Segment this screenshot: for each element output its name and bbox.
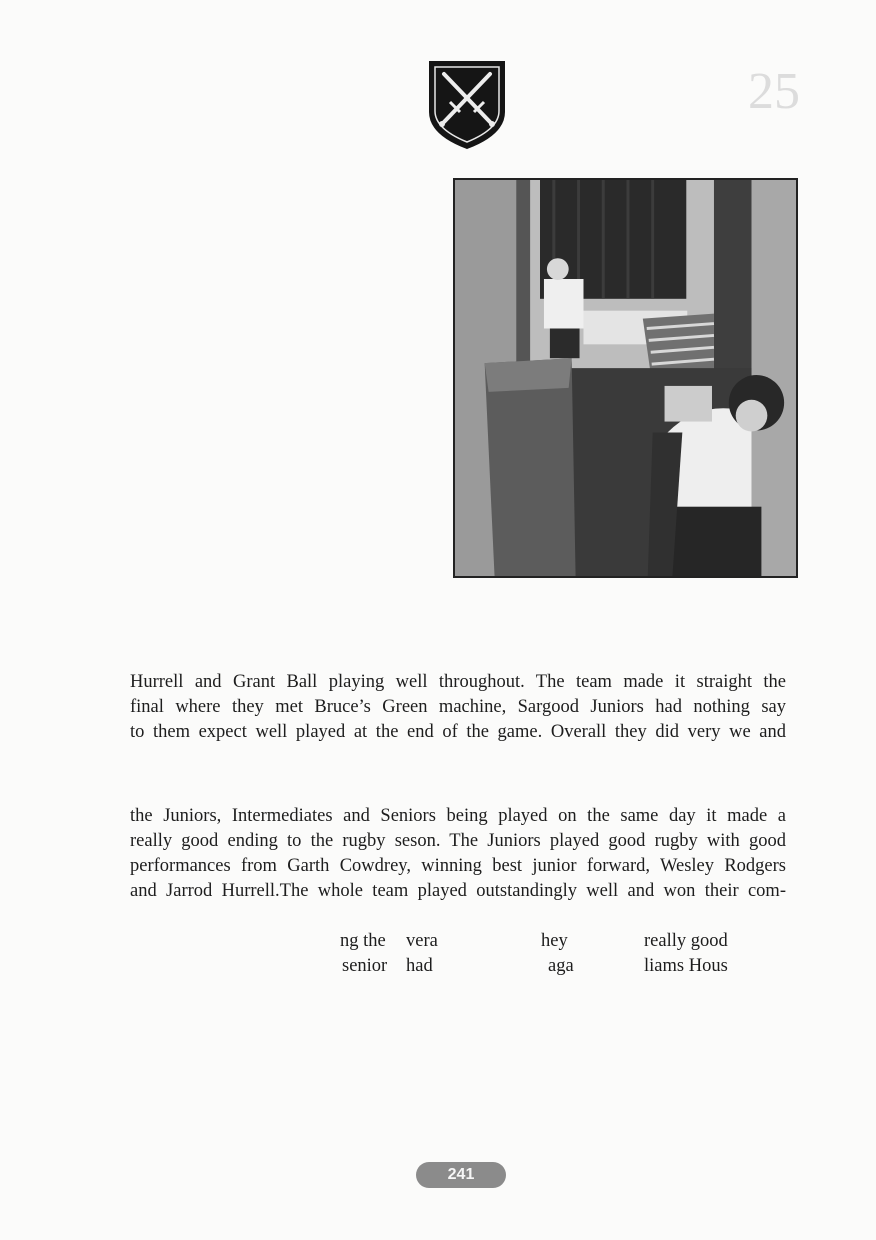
text-fragment: liams Hous <box>644 956 728 976</box>
text-line: performances from Garth Cowdrey, winning best junior forward, Wesley Rodgers <box>130 856 786 876</box>
article-paragraph <box>130 670 786 745</box>
text-line: really good ending to the rugby seson. The Juniors played good rugby with good <box>130 831 786 851</box>
article-paragraph <box>130 804 786 904</box>
text-fragment: really good <box>644 931 728 951</box>
text-fragment: aga <box>548 956 574 976</box>
text-fragment: vera <box>406 931 438 951</box>
crossed-swords-shield-icon <box>428 60 506 150</box>
page-number: 241 <box>416 1162 506 1188</box>
text-line: final where they met Bruce’s Green machine, Sargood Juniors had nothing say <box>130 697 786 717</box>
text-fragment: senior <box>342 956 388 976</box>
text-line: Hurrell and Grant Ball playing well throughout. The team made it straight the <box>130 672 786 692</box>
dormitory-room-photo <box>453 178 798 578</box>
text-fragment: ng the <box>340 931 386 951</box>
year-watermark: 25 <box>748 63 800 120</box>
text-fragment: had <box>406 956 433 976</box>
text-fragment: hey <box>541 931 568 951</box>
text-line: to them expect well played at the end of the game. Overall they did very we and <box>130 722 786 742</box>
text-line: and Jarrod Hurrell.The whole team played outstandingly well and won their com- <box>130 881 786 901</box>
text-line: the Juniors, Intermediates and Seniors being played on the same day it made a <box>130 806 786 826</box>
